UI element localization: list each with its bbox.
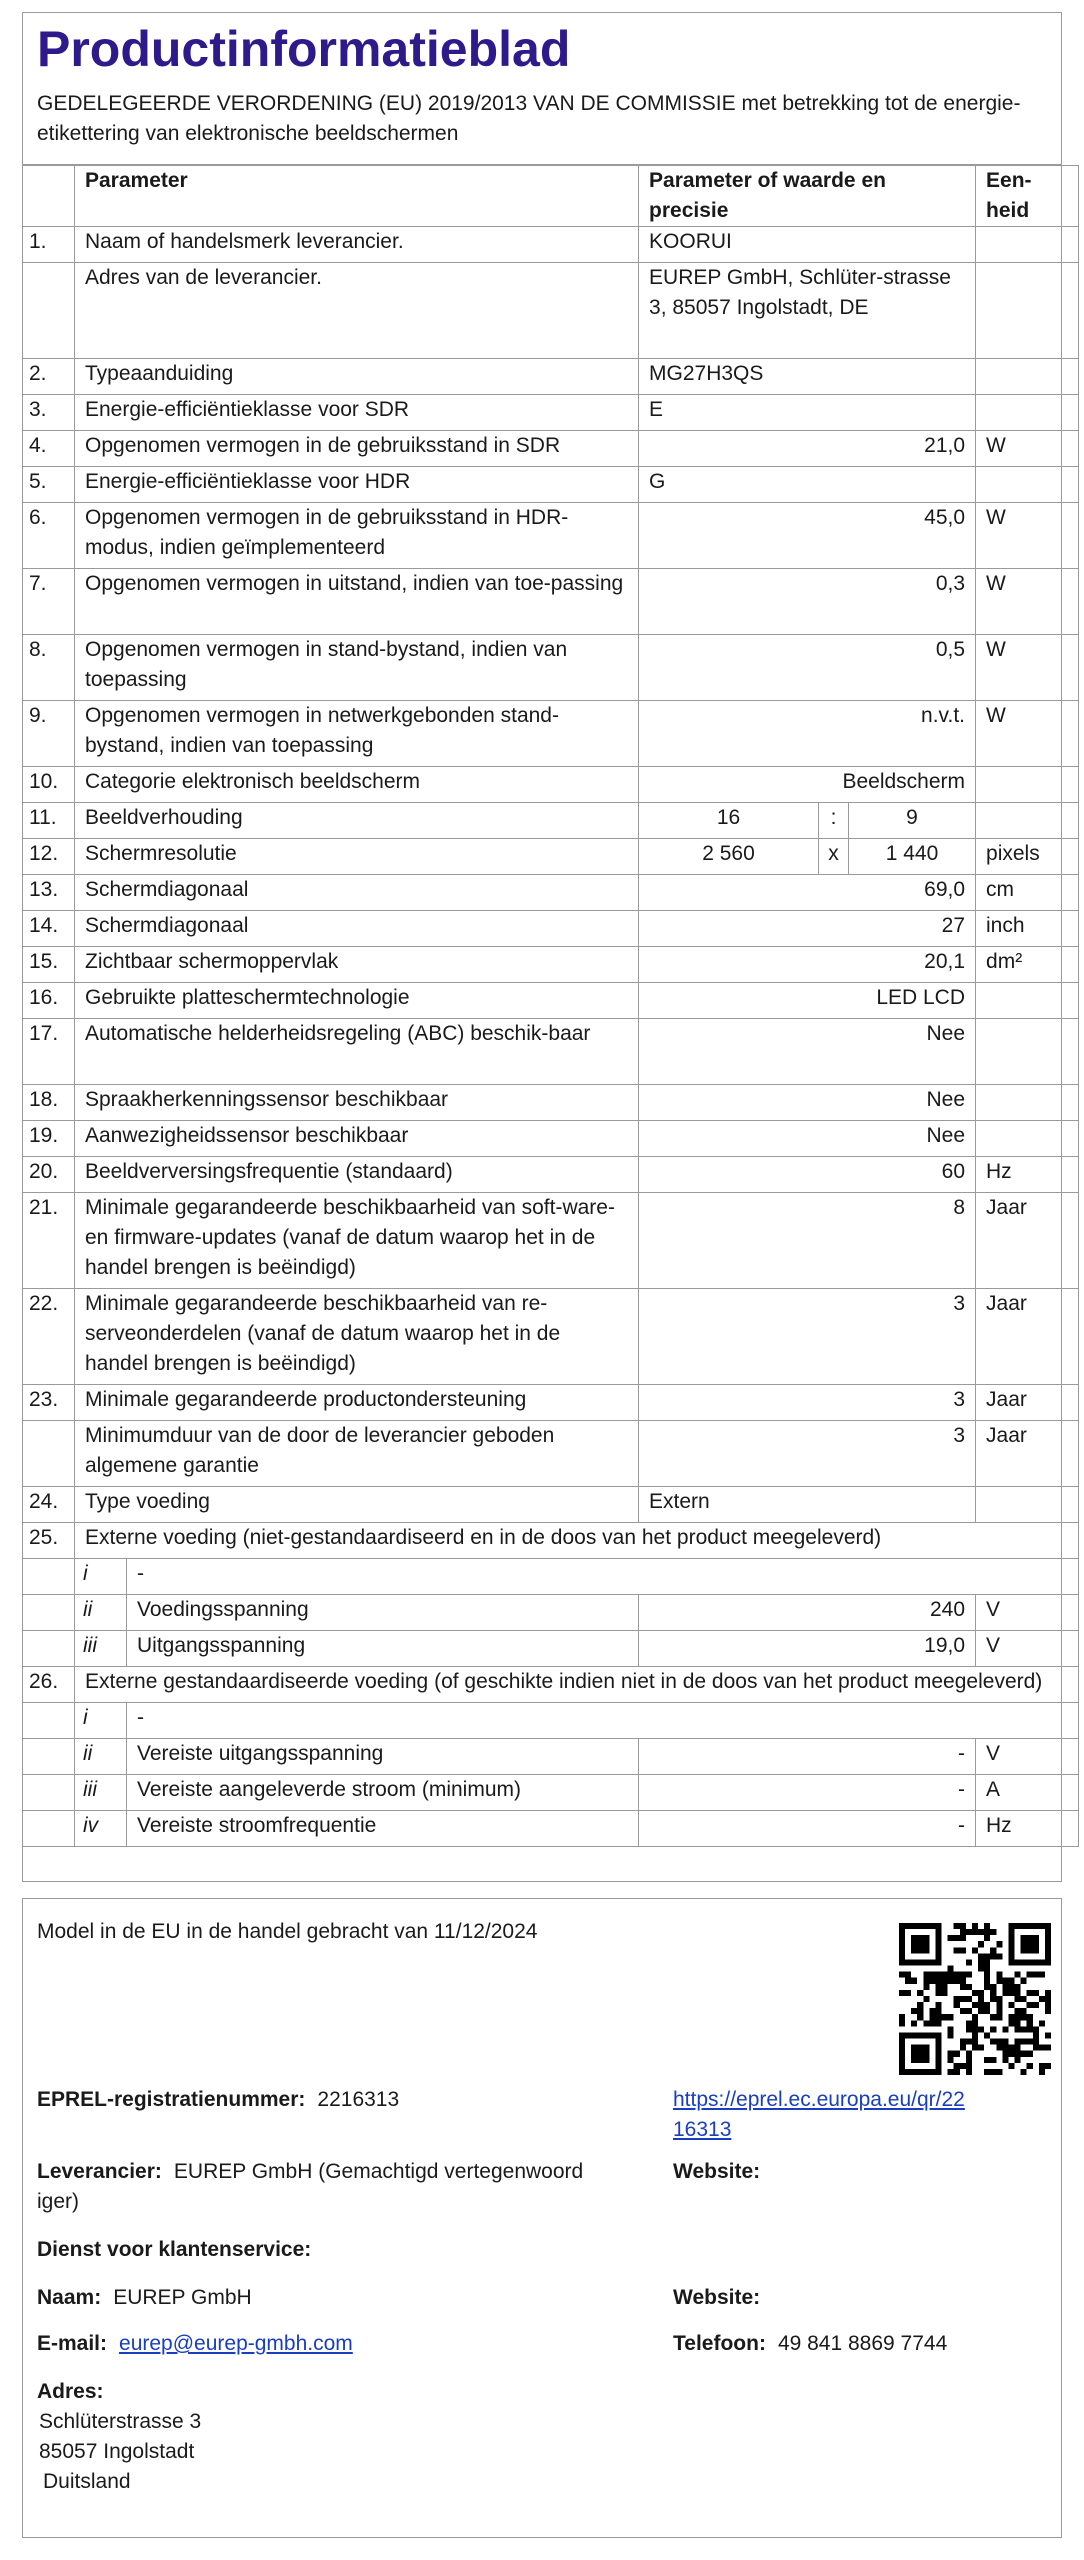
page-title: Productinformatieblad xyxy=(37,21,571,77)
phone-value: 49 841 8869 7744 xyxy=(777,2332,948,2355)
sub-index: iv xyxy=(75,1811,127,1847)
row-number: 16. xyxy=(23,983,75,1019)
service-phone xyxy=(673,2329,947,2359)
value-part-a: 16 xyxy=(639,803,819,839)
row-number: 14. xyxy=(23,911,75,947)
sub-index: i xyxy=(75,1703,127,1739)
row-number: 9. xyxy=(23,701,75,767)
row-unit xyxy=(976,803,1079,839)
row-number: 23. xyxy=(23,1385,75,1421)
row-value: 0,3 xyxy=(639,569,976,635)
sub-label: Vereiste stroomfrequentie xyxy=(127,1811,639,1847)
name-label: Naam: xyxy=(37,2286,102,2309)
name-value: EUREP GmbH xyxy=(113,2286,252,2309)
row-value: 3 xyxy=(639,1421,976,1487)
eprel-link-line1[interactable]: https://eprel.ec.europa.eu/qr/22 xyxy=(673,2088,965,2111)
table-row xyxy=(23,1385,1079,1421)
table-row xyxy=(23,1487,1079,1523)
row-label: Beeldverversingsfrequentie (standaard) xyxy=(75,1157,639,1193)
table-row xyxy=(23,359,1079,395)
row-label: Adres van de leverancier. xyxy=(75,263,639,359)
service-name xyxy=(37,2283,252,2313)
table-row xyxy=(23,983,1079,1019)
row-number: 7. xyxy=(23,569,75,635)
sub-index: i xyxy=(75,1559,127,1595)
market-placement-text: Model in de EU in de handel gebracht van 11/12/2024 xyxy=(37,1920,538,1943)
row-unit: W xyxy=(976,701,1079,767)
sub-label: Vereiste uitgangsspanning xyxy=(127,1739,639,1775)
row-number: 2. xyxy=(23,359,75,395)
sub-label: Uitgangsspanning xyxy=(127,1631,639,1667)
row-unit: Jaar xyxy=(976,1289,1079,1385)
title-block xyxy=(23,13,1061,165)
website2-label: Website: xyxy=(673,2286,761,2309)
row-value: 3 xyxy=(639,1289,976,1385)
eprel-label: EPREL-registratienummer: xyxy=(37,2088,306,2111)
row-number: 4. xyxy=(23,431,75,467)
table-row xyxy=(23,503,1079,569)
value-part-b: 1 440 xyxy=(849,839,976,875)
row-number: 22. xyxy=(23,1289,75,1385)
supplier xyxy=(37,2157,637,2217)
row-value: MG27H3QS xyxy=(639,359,976,395)
row-unit: W xyxy=(976,569,1079,635)
row-unit: W xyxy=(976,431,1079,467)
row-unit: dm² xyxy=(976,947,1079,983)
row-label: Gebruikte platteschermtechnologie xyxy=(75,983,639,1019)
eprel-number: 2216313 xyxy=(317,2088,400,2111)
supplier-value-line2: iger) xyxy=(37,2190,80,2213)
row-unit: Hz xyxy=(976,1157,1079,1193)
table-row xyxy=(23,569,1079,635)
table-row xyxy=(23,911,1079,947)
eprel-link-line2[interactable]: 16313 xyxy=(673,2118,732,2141)
sub-unit: V xyxy=(976,1631,1079,1667)
row-unit xyxy=(976,395,1079,431)
row-label: Opgenomen vermogen in netwerkgebonden stand-bystand, indien van toepassing xyxy=(75,701,639,767)
sub-label: - xyxy=(127,1703,1079,1739)
service-email xyxy=(37,2329,353,2359)
table-row xyxy=(23,767,1079,803)
row-value: 20,1 xyxy=(639,947,976,983)
row-value: 27 xyxy=(639,911,976,947)
row-unit xyxy=(976,359,1079,395)
row-value: Extern xyxy=(639,1487,976,1523)
header-unit: Een-heid xyxy=(976,166,1079,227)
row-number: 15. xyxy=(23,947,75,983)
row-label: Schermdiagonaal xyxy=(75,875,639,911)
table-row xyxy=(23,1085,1079,1121)
row-label: Energie-efficiëntieklasse voor SDR xyxy=(75,395,639,431)
address-line3: Duitsland xyxy=(43,2470,131,2493)
email-label: E-mail: xyxy=(37,2332,108,2355)
sub-row xyxy=(23,1559,1079,1595)
row-label: Categorie elektronisch beeldscherm xyxy=(75,767,639,803)
row-value: LED LCD xyxy=(639,983,976,1019)
row-label: Energie-efficiëntieklasse voor HDR xyxy=(75,467,639,503)
sub-row xyxy=(23,1811,1079,1847)
table-row xyxy=(23,1421,1079,1487)
table-row xyxy=(23,875,1079,911)
row-unit: W xyxy=(976,503,1079,569)
row-unit: cm xyxy=(976,875,1079,911)
supplier-value-line1: EUREP GmbH (Gemachtigd vertegenwoord xyxy=(173,2160,584,2183)
row-number: 5. xyxy=(23,467,75,503)
row-unit xyxy=(976,1019,1079,1085)
row-unit xyxy=(976,263,1079,359)
table-row xyxy=(23,227,1079,263)
sub-unit: V xyxy=(976,1595,1079,1631)
row-unit xyxy=(976,1085,1079,1121)
row-number-empty xyxy=(23,1559,75,1595)
phone-label: Telefoon: xyxy=(673,2332,766,2355)
sub-row xyxy=(23,1595,1079,1631)
row-value: 69,0 xyxy=(639,875,976,911)
row-number-empty xyxy=(23,1775,75,1811)
sub-label: Vereiste aangeleverde stroom (minimum) xyxy=(127,1775,639,1811)
sub-value: - xyxy=(639,1739,976,1775)
row-number: 24. xyxy=(23,1487,75,1523)
row-number: 6. xyxy=(23,503,75,569)
sub-value: 240 xyxy=(639,1595,976,1631)
row-number-empty xyxy=(23,1739,75,1775)
row-value: 21,0 xyxy=(639,431,976,467)
row-number: 13. xyxy=(23,875,75,911)
supplier-info-box xyxy=(22,1898,1062,2538)
sub-unit: Hz xyxy=(976,1811,1079,1847)
row-number: 26. xyxy=(23,1667,75,1703)
row-label: Opgenomen vermogen in uitstand, indien van toe-passing xyxy=(75,569,639,635)
table-row xyxy=(23,431,1079,467)
row-value: 3 xyxy=(639,1385,976,1421)
row-number: 8. xyxy=(23,635,75,701)
row-value: n.v.t. xyxy=(639,701,976,767)
row-number: 10. xyxy=(23,767,75,803)
row-number: 3. xyxy=(23,395,75,431)
row-label: Externe voeding (niet-gestandaardiseerd en in de doos van het product meegeleverd) xyxy=(75,1523,1079,1559)
service-address xyxy=(37,2377,201,2497)
table-header-row xyxy=(23,166,1079,227)
row-value: Nee xyxy=(639,1085,976,1121)
row-value: Beeldscherm xyxy=(639,767,976,803)
row-unit: Jaar xyxy=(976,1385,1079,1421)
row-number xyxy=(23,1421,75,1487)
sub-index: iii xyxy=(75,1631,127,1667)
sub-unit: V xyxy=(976,1739,1079,1775)
table-row xyxy=(23,947,1079,983)
value-separator: x xyxy=(819,839,849,875)
header-value: Parameter of waarde en precisie xyxy=(639,166,976,227)
row-unit xyxy=(976,227,1079,263)
row-label: Minimale gegarandeerde productondersteuning xyxy=(75,1385,639,1421)
row-label: Aanwezigheidssensor beschikbaar xyxy=(75,1121,639,1157)
row-value: EUREP GmbH, Schlüter-strasse 3, 85057 Ingolstadt, DE xyxy=(639,263,976,359)
sub-index: ii xyxy=(75,1739,127,1775)
sub-unit: A xyxy=(976,1775,1079,1811)
row-label: Minimumduur van de door de leverancier geboden algemene garantie xyxy=(75,1421,639,1487)
row-unit xyxy=(976,1121,1079,1157)
row-label: Schermresolutie xyxy=(75,839,639,875)
row-label: Schermdiagonaal xyxy=(75,911,639,947)
table-row xyxy=(23,1667,1079,1703)
sub-value: 19,0 xyxy=(639,1631,976,1667)
row-label: Type voeding xyxy=(75,1487,639,1523)
row-number: 21. xyxy=(23,1193,75,1289)
customer-service-label: Dienst voor klantenservice: xyxy=(37,2238,312,2261)
table-row xyxy=(23,395,1079,431)
sub-label: - xyxy=(127,1559,1079,1595)
row-label: Minimale gegarandeerde beschikbaarheid van soft-ware- en firmware-updates (vanaf de datum waarop het in de handel brengen is beëindigd) xyxy=(75,1193,639,1289)
sub-row xyxy=(23,1703,1079,1739)
table-row xyxy=(23,1157,1079,1193)
address-label: Adres: xyxy=(37,2380,104,2403)
row-unit: pixels xyxy=(976,839,1079,875)
row-value: E xyxy=(639,395,976,431)
row-number-empty xyxy=(23,1631,75,1667)
row-number: 25. xyxy=(23,1523,75,1559)
row-label: Naam of handelsmerk leverancier. xyxy=(75,227,639,263)
value-separator: : xyxy=(819,803,849,839)
table-row xyxy=(23,1193,1079,1289)
row-value: 0,5 xyxy=(639,635,976,701)
row-value: KOORUI xyxy=(639,227,976,263)
row-unit xyxy=(976,983,1079,1019)
row-unit xyxy=(976,1487,1079,1523)
row-number-empty xyxy=(23,1595,75,1631)
row-label: Opgenomen vermogen in de gebruiksstand in HDR-modus, indien geïmplementeerd xyxy=(75,503,639,569)
row-label: Opgenomen vermogen in de gebruiksstand in SDR xyxy=(75,431,639,467)
table-row xyxy=(23,1121,1079,1157)
supplier-label: Leverancier: xyxy=(37,2160,162,2183)
row-number: 18. xyxy=(23,1085,75,1121)
value-part-a: 2 560 xyxy=(639,839,819,875)
row-number: 17. xyxy=(23,1019,75,1085)
row-value: 60 xyxy=(639,1157,976,1193)
row-number: 20. xyxy=(23,1157,75,1193)
row-value: 8 xyxy=(639,1193,976,1289)
sub-index: iii xyxy=(75,1775,127,1811)
row-number: 12. xyxy=(23,839,75,875)
row-number-empty xyxy=(23,1811,75,1847)
row-number-empty xyxy=(23,1703,75,1739)
table-row xyxy=(23,701,1079,767)
row-number: 19. xyxy=(23,1121,75,1157)
row-value: G xyxy=(639,467,976,503)
row-value: Nee xyxy=(639,1019,976,1085)
row-number: 11. xyxy=(23,803,75,839)
table-row xyxy=(23,803,1079,839)
row-unit: Jaar xyxy=(976,1193,1079,1289)
sub-row xyxy=(23,1739,1079,1775)
row-unit: W xyxy=(976,635,1079,701)
row-label: Spraakherkenningssensor beschikbaar xyxy=(75,1085,639,1121)
table-row xyxy=(23,1523,1079,1559)
row-label: Opgenomen vermogen in stand-bystand, indien van toepassing xyxy=(75,635,639,701)
table-row xyxy=(23,1019,1079,1085)
table-row xyxy=(23,467,1079,503)
sub-row xyxy=(23,1631,1079,1667)
sub-value: - xyxy=(639,1811,976,1847)
sub-row xyxy=(23,1775,1079,1811)
row-value: Nee xyxy=(639,1121,976,1157)
row-unit: inch xyxy=(976,911,1079,947)
sub-value: - xyxy=(639,1775,976,1811)
eprel-registration xyxy=(37,2085,399,2115)
header-number-cell xyxy=(23,166,75,227)
qr-code-icon[interactable] xyxy=(899,1923,1051,2075)
table-row xyxy=(23,263,1079,359)
address-line1: Schlüterstrasse 3 xyxy=(39,2410,202,2433)
row-unit: Jaar xyxy=(976,1421,1079,1487)
spec-table xyxy=(22,165,1079,1847)
table-row xyxy=(23,635,1079,701)
website-label: Website: xyxy=(673,2160,761,2183)
row-label: Zichtbaar schermoppervlak xyxy=(75,947,639,983)
row-label: Typeaanduiding xyxy=(75,359,639,395)
sub-index: ii xyxy=(75,1595,127,1631)
address-line2: 85057 Ingolstadt xyxy=(39,2440,195,2463)
row-number: 1. xyxy=(23,227,75,263)
sub-label: Voedingsspanning xyxy=(127,1595,639,1631)
eprel-link[interactable] xyxy=(673,2085,965,2145)
email-link[interactable]: eurep@eurep-gmbh.com xyxy=(119,2332,353,2355)
product-information-sheet xyxy=(22,12,1062,1882)
table-row xyxy=(23,839,1079,875)
row-value: 45,0 xyxy=(639,503,976,569)
row-label: Automatische helderheidsregeling (ABC) beschik-baar xyxy=(75,1019,639,1085)
value-part-b: 9 xyxy=(849,803,976,839)
row-unit xyxy=(976,767,1079,803)
header-parameter: Parameter xyxy=(75,166,639,227)
regulation-subtitle: GEDELEGEERDE VERORDENING (EU) 2019/2013 VAN DE COMMISSIE met betrekking tot de energie-etikettering van elektronische beeldschermen xyxy=(37,92,1021,145)
row-number xyxy=(23,263,75,359)
table-row xyxy=(23,1289,1079,1385)
row-unit xyxy=(976,467,1079,503)
row-label: Beeldverhouding xyxy=(75,803,639,839)
row-label: Minimale gegarandeerde beschikbaarheid van re-serveonderdelen (vanaf de datum waarop het in de handel brengen is beëindigd) xyxy=(75,1289,639,1385)
row-label: Externe gestandaardiseerde voeding (of geschikte indien niet in de doos van het product meegeleverd) xyxy=(75,1667,1079,1703)
